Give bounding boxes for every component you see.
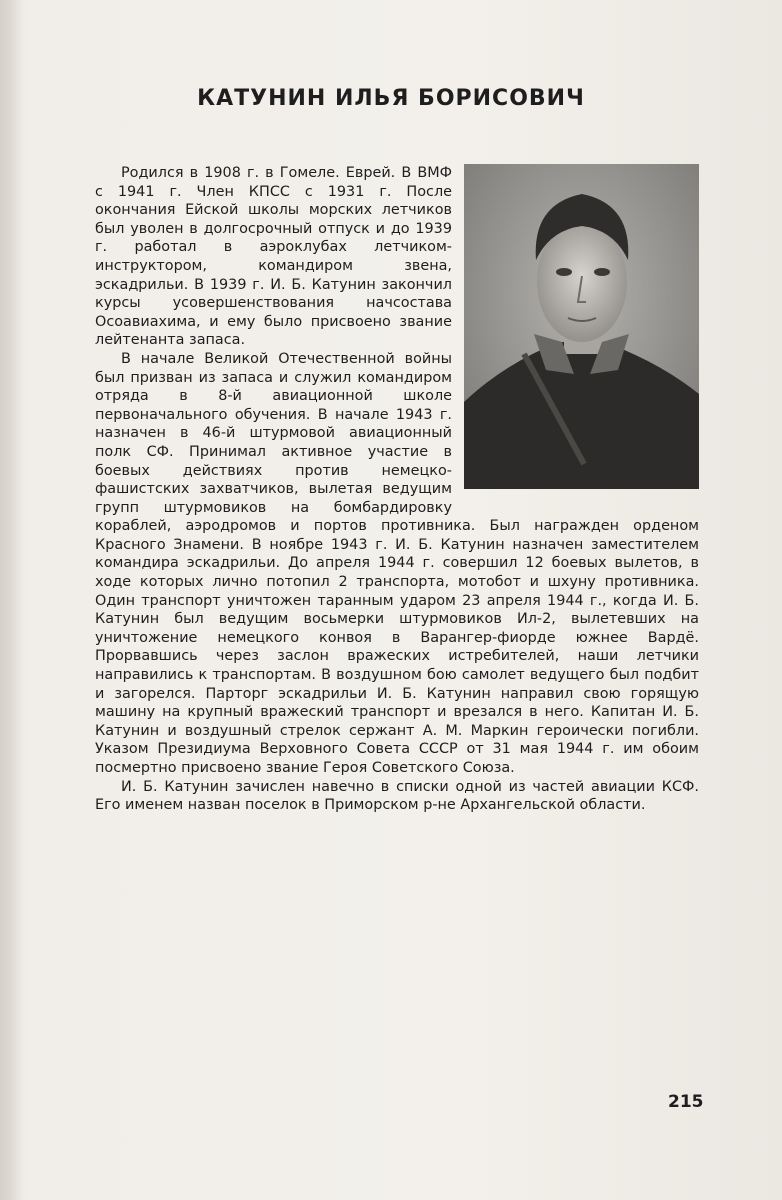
- portrait-illustration: [464, 164, 699, 489]
- paragraph: И. Б. Катунин зачислен навечно в списки одной из частей авиации КСФ. Его именем назван поселок в Приморском р-не Архангельской области.: [95, 778, 699, 814]
- portrait-photo: [464, 164, 699, 489]
- biography-text: [95, 164, 699, 815]
- page-number: 215: [668, 1092, 704, 1112]
- paragraph: Родился в 1908 г. в Гомеле. Еврей. В ВМФ с 1941 г. Член КПСС с 1931 г. После окончания Ейской школы морских летчиков был уволен в долгосрочный отпуск и до 1939 г. работал в аэроклубах летчиком-инструктором, командиром звена, эскадрильи. В 1939 г. И. Б. Катунин закончил курсы усовершенствования начсостава Осоавиахима, и ему было присвоено звание лейтенанта запаса.: [95, 165, 452, 349]
- page-spine-shadow: [0, 0, 22, 1200]
- page-title: КАТУНИН ИЛЬЯ БОРИСОВИЧ: [197, 86, 585, 111]
- paragraph: В начале Великой Отечественной войны был призван из запаса и служил командиром отряда в 8-й авиационной школе первоначального обучения. В начале 1943 г. назначен в 46-й штурмовой авиационный полк СФ. Принимал активное участие в боевых действиях против немецко-фашистских захватчиков, вылетая ведущим групп штурмовиков на бомбардировку кораблей, аэродромов и портов противника. Был награжден орденом Красного Знамени. В ноябре 1943 г. И. Б. Катунин назначен заместителем командира эскадрильи. До апреля 1944 г. совершил 12 боевых вылетов, в ходе которых лично потопил 2 транспорта, мотобот и шхуну противника. Один транспорт уничтожен таранным ударом 23 апреля 1944 г., когда И. Б. Катунин был ведущим восьмерки штурмовиков Ил-2, вылетевших на уничтожение немецкого конвоя в Варангер-фиорде южнее Вардё. Прорвавшись через заслон вражеских истребителей, наши летчики направились к транспортам. В воздушном бою самолет ведущего был подбит и загорелся. Парторг эскадрильи И. Б. Катунин направил свою горящую машину на крупный вражеский транспорт и врезался в него. Капитан И. Б. Катунин и воздушный стрелок сержант А. М. Маркин героически погибли. Указом Президиума Верховного Совета СССР от 31 мая 1944 г. им обоим посмертно присвоено звание Героя Советского Союза.: [95, 350, 699, 776]
